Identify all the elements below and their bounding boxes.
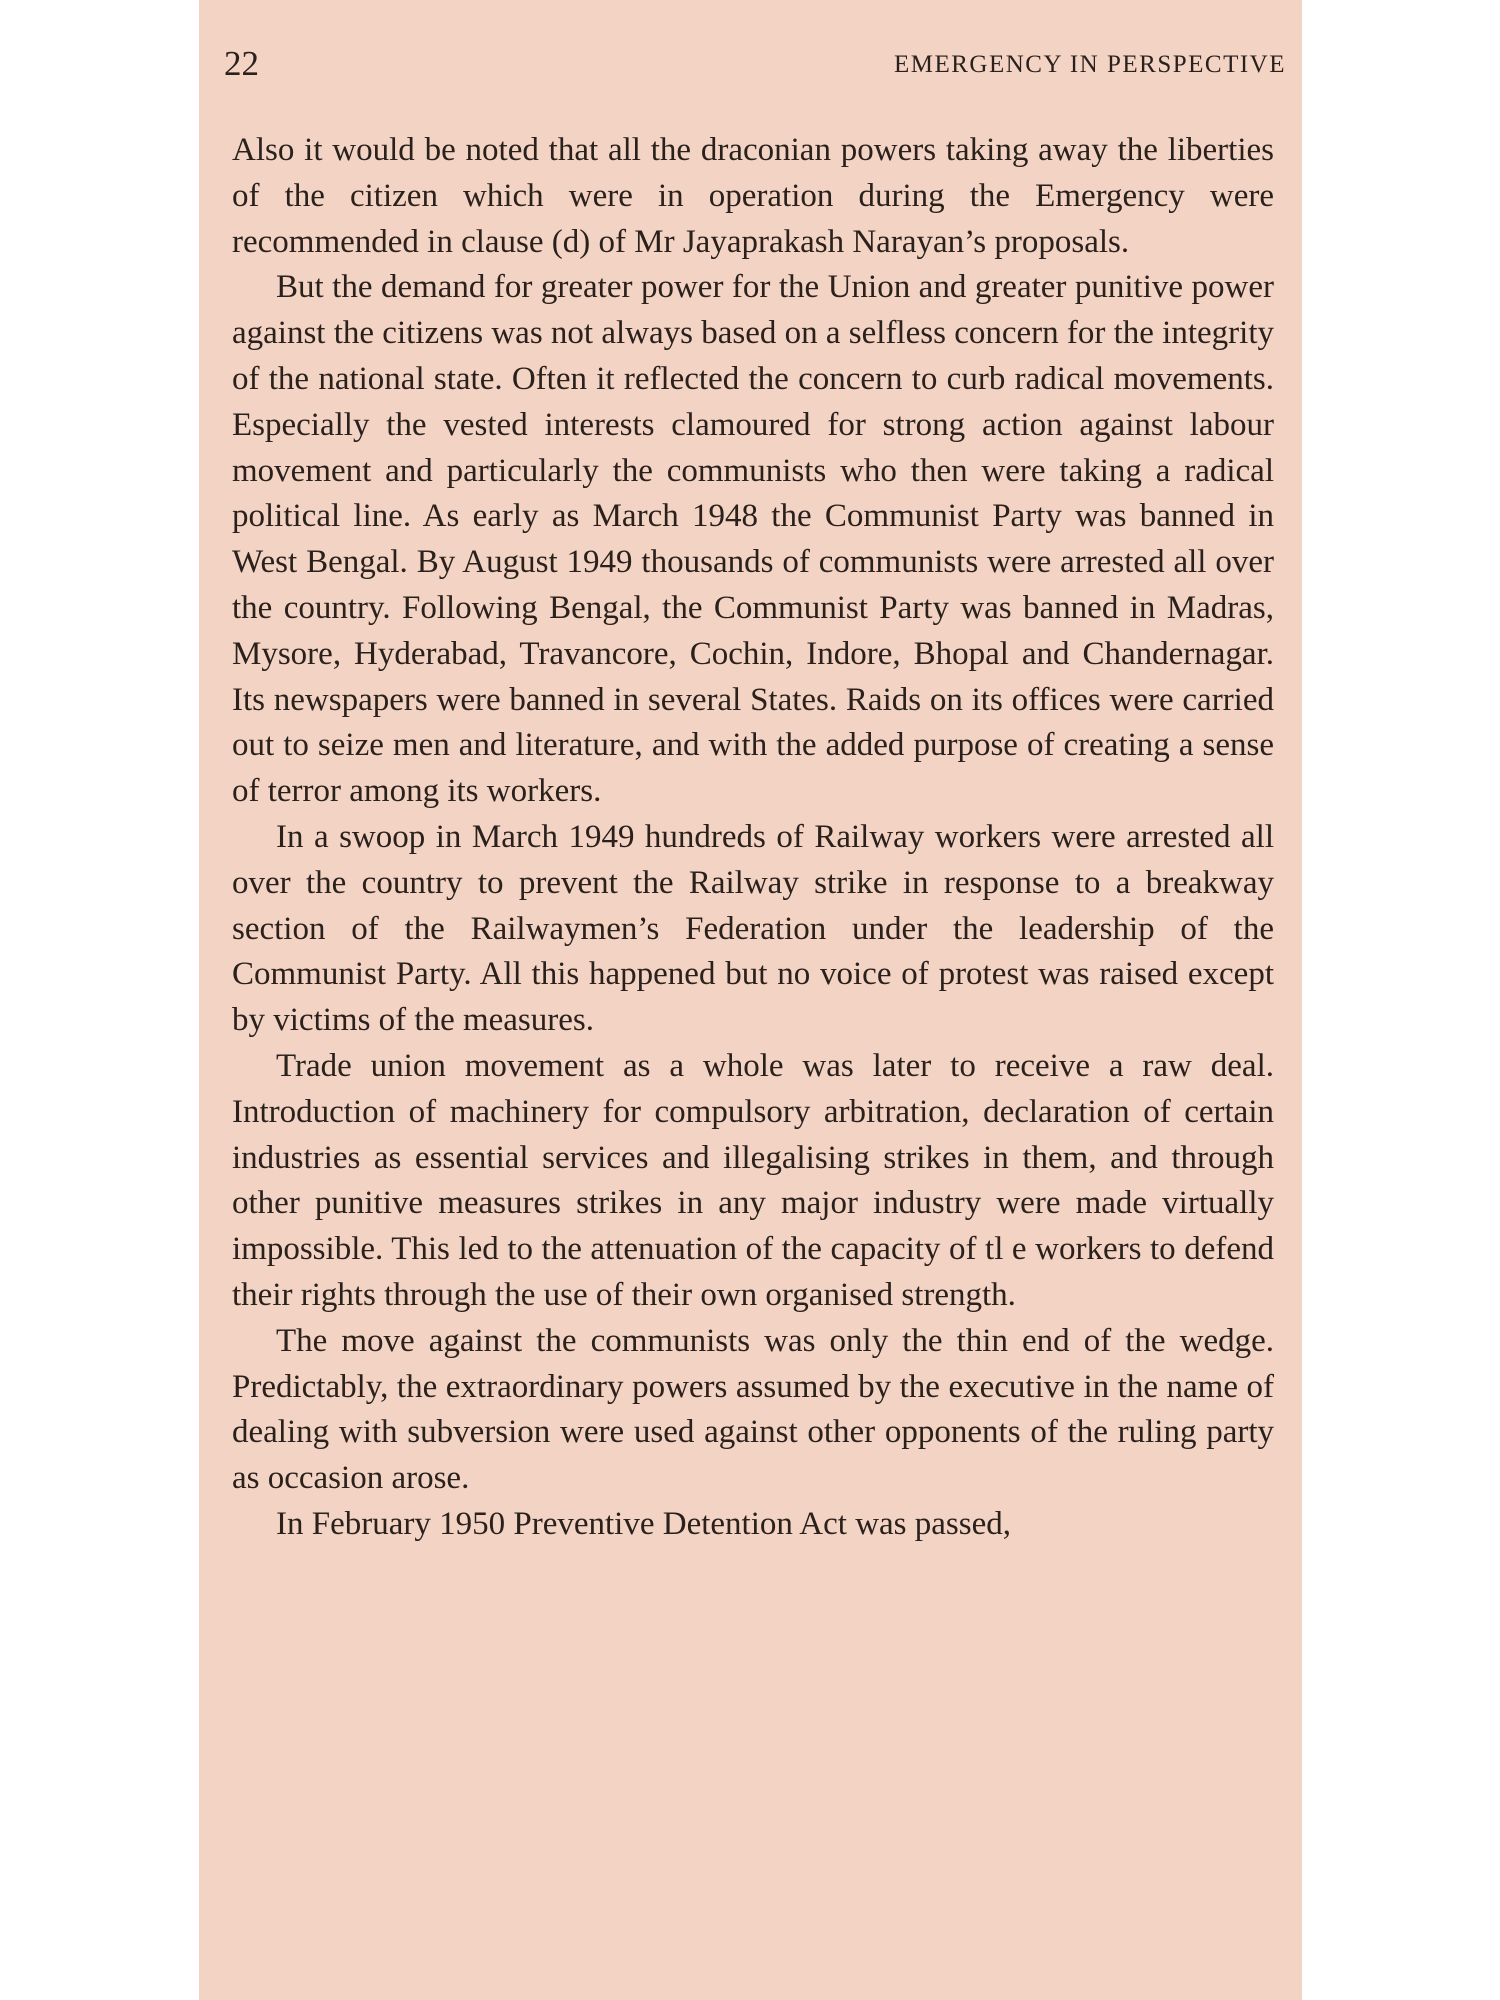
book-page	[199, 0, 1302, 2000]
running-head	[224, 42, 1286, 92]
paragraph-3: In a swoop in March 1949 hundreds of Railway workers were arrested all over the country to prevent the Railway strike in response to a breakway section of the Railwaymen’s Federation under the leadership of the Communist Party. All this happened but no voice of protest was raised except by victims of the measures.	[232, 818, 1274, 1039]
running-title: EMERGENCY IN PERSPECTIVE	[893, 51, 1286, 78]
body-text	[232, 128, 1274, 1548]
paragraph-4: Trade union movement as a whole was later to receive a raw deal. Introduction of machinery for compulsory arbitration, declaration of certain industries as essential services and illegalising strikes in them, and through other punitive measures strikes in any major industry were made virtually impossible. This led to the attenuation of the capacity of tl e workers to defend their rights through the use of their own organised strength.	[232, 1047, 1274, 1313]
paragraph-2: But the demand for greater power for the Union and greater punitive power against the citizens was not always based on a selfless concern for the integrity of the national state. Often it reflected the concern to curb radical movements. Especially the vested interests clamoured for strong action against labour movement and particularly the communists who then were taking a radical political line. As early as March 1948 the Communist Party was banned in West Bengal. By August 1949 thousands of communists were arrested all over the country. Following Bengal, the Communist Party was banned in Madras, Mysore, Hyderabad, Travancore, Cochin, Indore, Bhopal and Chandernagar. Its newspapers were banned in several States. Raids on its offices were carried out to seize men and literature, and with the added purpose of creating a sense of terror among its workers.	[232, 269, 1274, 810]
paragraph-5: The move against the communists was only the thin end of the wedge. Predictably, the extraordinary powers assumed by the executive in the name of dealing with subversion were used against other opponents of the ruling party as occasion arose.	[232, 1322, 1274, 1497]
paragraph-1: Also it would be noted that all the draconian powers taking away the liberties of the citizen which were in operation during the Emergency were recommended in clause (d) of Mr Jayaprakash Narayan’s proposals.	[232, 132, 1274, 260]
page-number: 22	[224, 44, 259, 83]
paragraph-6: In February 1950 Preventive Detention Act was passed,	[276, 1505, 1011, 1542]
